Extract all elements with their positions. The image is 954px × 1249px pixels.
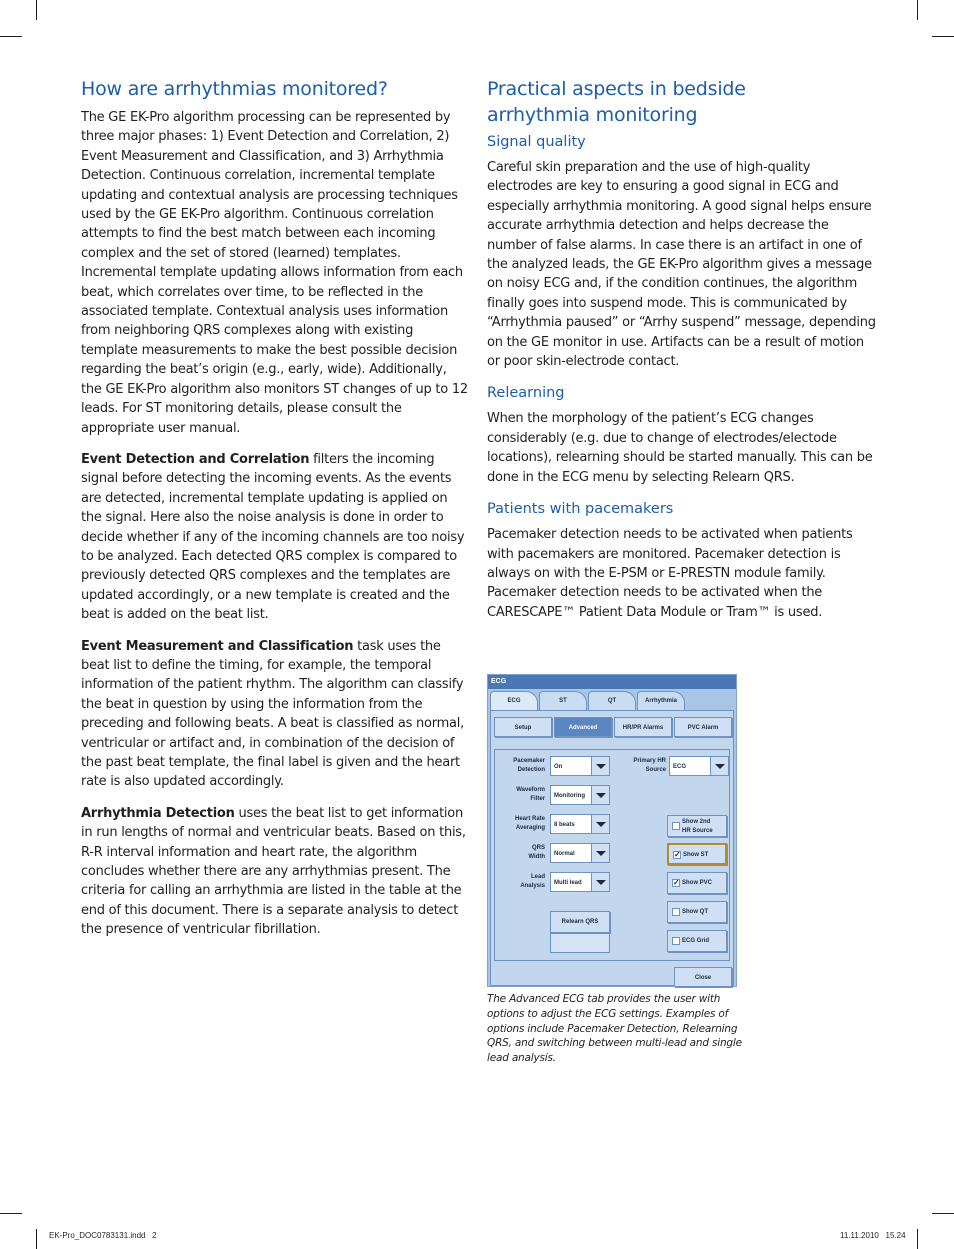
paragraph-lead: Arrhythmia Detection xyxy=(81,805,235,821)
select-value: 8 beats xyxy=(554,822,575,828)
tab-qt[interactable]: QT xyxy=(588,691,636,710)
dropdown-button[interactable] xyxy=(591,757,609,775)
checkbox-box xyxy=(672,937,680,945)
crop-mark xyxy=(0,36,22,37)
checkbox-label: ECG Grid xyxy=(682,938,710,944)
label-line: Show 2nd xyxy=(682,819,711,825)
chevron-down-icon xyxy=(596,851,606,856)
ecg-tab-panel xyxy=(490,710,734,986)
section-heading: How are arrhythmias monitored? xyxy=(81,78,388,100)
dropdown-button[interactable] xyxy=(591,815,609,833)
paragraph-lead: Event Measurement and Classification xyxy=(81,638,354,654)
label-line: Waveform xyxy=(516,787,545,793)
heart-rate-averaging-select[interactable] xyxy=(550,814,610,834)
paragraph-text: task uses the beat list to define the timing, for example, the temporal information of the patient rhythm. The algorithm can classify the beat in question by using the information from the preceding and following beats. A beat is classified as normal, ventricular or artifact and, in combination of the decision of the past beat template, the final label is given and the heart rate is also updated accordingly. xyxy=(81,638,464,790)
footer-filename: EK-Pro_DOC0783131.indd 2 xyxy=(49,1231,157,1240)
label-line: Pacemaker xyxy=(513,758,545,764)
event-measurement-paragraph xyxy=(81,637,469,792)
signal-quality-paragraph: Careful skin preparation and the use of high-quality electrodes are key to ensuring a good signal in ECG and especially arrhythmia monitoring. A good signal helps ensure accurate arrhythmia detection and helps decrease the number of false alarms. In case there is an artifact in one of the analyzed leads, the GE EK-Pro algorithm gives a message on noisy ECG and, if the condition continues, the algorithm finally goes into suspend mode. This is communicated by “Arrhythmia paused” or “Arrhy suspend” message, depending on the GE monitor in use. Artifacts can be a result of motion or poor skin-electrode contact. xyxy=(487,160,876,370)
dropdown-button[interactable] xyxy=(591,873,609,891)
waveform-filter-label xyxy=(499,786,545,804)
qrs-width-label xyxy=(499,844,545,862)
select-value: Multi lead xyxy=(554,880,582,886)
label-line: Averaging xyxy=(515,825,545,831)
checkbox-box xyxy=(672,822,680,830)
section-heading: Practical aspects in bedside arrhythmia monitoring xyxy=(487,78,746,126)
tab-ecg[interactable]: ECG xyxy=(490,691,538,710)
primary-hr-source-select[interactable] xyxy=(669,756,729,776)
relearning-heading: Relearning xyxy=(487,385,565,402)
paragraph-text: filters the incoming signal before detecting the incoming events. As the events are detected, incremental template updating is applied on the signal. Here also the noise analysis is done in order to decide whether if any of the incoming channels are too noisy to be analyzed. Each detected QRS complex is compared to previously detected QRS complexes and the templates are updated accordingly, or a new template is created and the beat is added on the beat list. xyxy=(81,451,465,623)
show-st-checkbox[interactable] xyxy=(667,843,727,865)
primary-hr-source-label xyxy=(620,757,666,775)
crop-mark xyxy=(932,36,954,37)
pacemakers-heading: Patients with pacemakers xyxy=(487,501,674,518)
dropdown-button[interactable] xyxy=(591,786,609,804)
subtab-hr-pr-alarms[interactable]: HR/PR Alarms xyxy=(614,717,672,737)
label-line: HR Source xyxy=(682,828,713,834)
left-column xyxy=(81,76,469,940)
tab-st[interactable]: ST xyxy=(539,691,587,710)
chevron-down-icon xyxy=(596,880,606,885)
ecg-settings-dialog xyxy=(487,674,737,987)
checkmark-icon: ✓ xyxy=(674,850,681,859)
label-line: QRS xyxy=(531,845,545,851)
heart-rate-averaging-label xyxy=(499,815,545,833)
show-pvc-checkbox[interactable] xyxy=(667,872,727,894)
dropdown-button[interactable] xyxy=(591,844,609,862)
show-2nd-hr-source-checkbox[interactable] xyxy=(667,815,727,837)
label-line: Detection xyxy=(517,767,545,773)
qrs-width-select[interactable] xyxy=(550,843,610,863)
checkmark-icon: ✓ xyxy=(673,878,680,887)
lead-analysis-label xyxy=(499,873,545,891)
figure-caption: The Advanced ECG tab provides the user with options to adjust the ECG settings. Examples of options include Pacemaker Detection, Relearning QRS, and switching between multi-lead and single lead analysis. xyxy=(487,993,742,1065)
crop-mark xyxy=(917,1229,918,1249)
close-button[interactable]: Close xyxy=(674,967,732,987)
pacemaker-detection-select[interactable] xyxy=(550,756,610,776)
pacemaker-detection-label xyxy=(499,757,545,775)
crop-mark xyxy=(0,1213,22,1214)
relearning-paragraph: When the morphology of the patient’s ECG changes considerably (e.g. due to change of electrodes/electode locations), relearning should be started manually. This can be done in the ECG menu by selecting Relearn QRS. xyxy=(487,411,873,485)
checkbox-label: Show ST xyxy=(683,852,709,858)
subtab-advanced[interactable]: Advanced xyxy=(554,717,612,737)
select-value: ECG xyxy=(673,764,687,770)
crop-mark xyxy=(917,0,918,20)
footer-timestamp: 11.11.2010 15.24 xyxy=(840,1231,906,1240)
tab-arrhythmia[interactable]: Arrhythmia xyxy=(637,691,685,710)
chevron-down-icon xyxy=(596,793,606,798)
crop-mark xyxy=(932,1213,954,1214)
label-line: Heart Rate xyxy=(514,816,545,822)
subtab-pvc-alarm[interactable]: PVC Alarm xyxy=(674,717,732,737)
chevron-down-icon xyxy=(596,764,606,769)
label-line: Source xyxy=(645,767,666,773)
right-column xyxy=(487,76,879,622)
dropdown-button[interactable] xyxy=(710,757,728,775)
ecg-grid-checkbox[interactable] xyxy=(667,930,727,952)
checkbox-label xyxy=(682,816,713,836)
dialog-title: ECG xyxy=(488,675,736,689)
crop-mark xyxy=(36,0,37,20)
chevron-down-icon xyxy=(715,764,725,769)
intro-paragraph: The GE EK-Pro algorithm processing can be represented by three major phases: 1) Event Detection and Correlation, 2) Event Measurement and Classification, and 3) Arrhythmia Detection. Continuous correlation, incremental template updating and contextual analysis are processing techniques used by the GE EK-Pro algorithm. Continuous correlation attempts to find the best match between each incoming complex and the set of stored (learned) templates. Incremental template updating allows information from each beat, which correlates over time, to be reflected in the associated template. Contextual analysis uses information from neighboring QRS complexes along with existing template measurements to make the best possible decision regarding the beat’s origin (e.g., early, wide). Additionally, the GE EK-Pro algorithm also monitors ST changes of up to 12 leads. For ST monitoring details, please consult the appropriate user manual. xyxy=(81,110,468,436)
paragraph-text: uses the beat list to get information in run lengths of normal and ventricular beats. Based on this, R-R interval information and heart rate, the algorithm concludes whether there are any arrhythmias present. The criteria for calling an arrhythmia are listed in the table at the end of this document. There is a separate analysis to detect the presence of ventricular fibrillation. xyxy=(81,805,466,938)
arrhythmia-detection-paragraph xyxy=(81,804,469,940)
relearn-qrs-button[interactable]: Relearn QRS xyxy=(550,911,610,933)
show-qt-checkbox[interactable] xyxy=(667,901,727,923)
pacemakers-paragraph: Pacemaker detection needs to be activated when patients with pacemakers are monitored. Pacemaker detection is always on with the E-PSM or E-PRESTN module family. Pacemaker detection needs to be activated when the CARESCAPE™ Patient Data Module or Tram™ is used. xyxy=(487,527,853,620)
label-line: Lead xyxy=(530,874,545,880)
chevron-down-icon xyxy=(596,822,606,827)
select-value: Monitoring xyxy=(554,793,585,799)
waveform-filter-select[interactable] xyxy=(550,785,610,805)
select-value: Normal xyxy=(554,851,575,857)
label-line: Analysis xyxy=(520,883,545,889)
subtab-setup[interactable]: Setup xyxy=(494,717,552,737)
paragraph-lead: Event Detection and Correlation xyxy=(81,451,310,467)
checkbox-box xyxy=(672,908,680,916)
lead-analysis-select[interactable] xyxy=(550,872,610,892)
checkbox-label: Show QT xyxy=(682,909,708,915)
label-line: Width xyxy=(528,854,545,860)
signal-quality-heading: Signal quality xyxy=(487,134,586,150)
select-value: On xyxy=(554,764,563,770)
advanced-settings-panel xyxy=(494,749,730,961)
checkbox-label: Show PVC xyxy=(682,880,713,886)
relearn-status-box xyxy=(550,933,610,953)
crop-mark xyxy=(36,1229,37,1249)
event-detection-paragraph xyxy=(81,450,469,625)
label-line: Primary HR xyxy=(633,758,666,764)
label-line: Filter xyxy=(530,796,545,802)
